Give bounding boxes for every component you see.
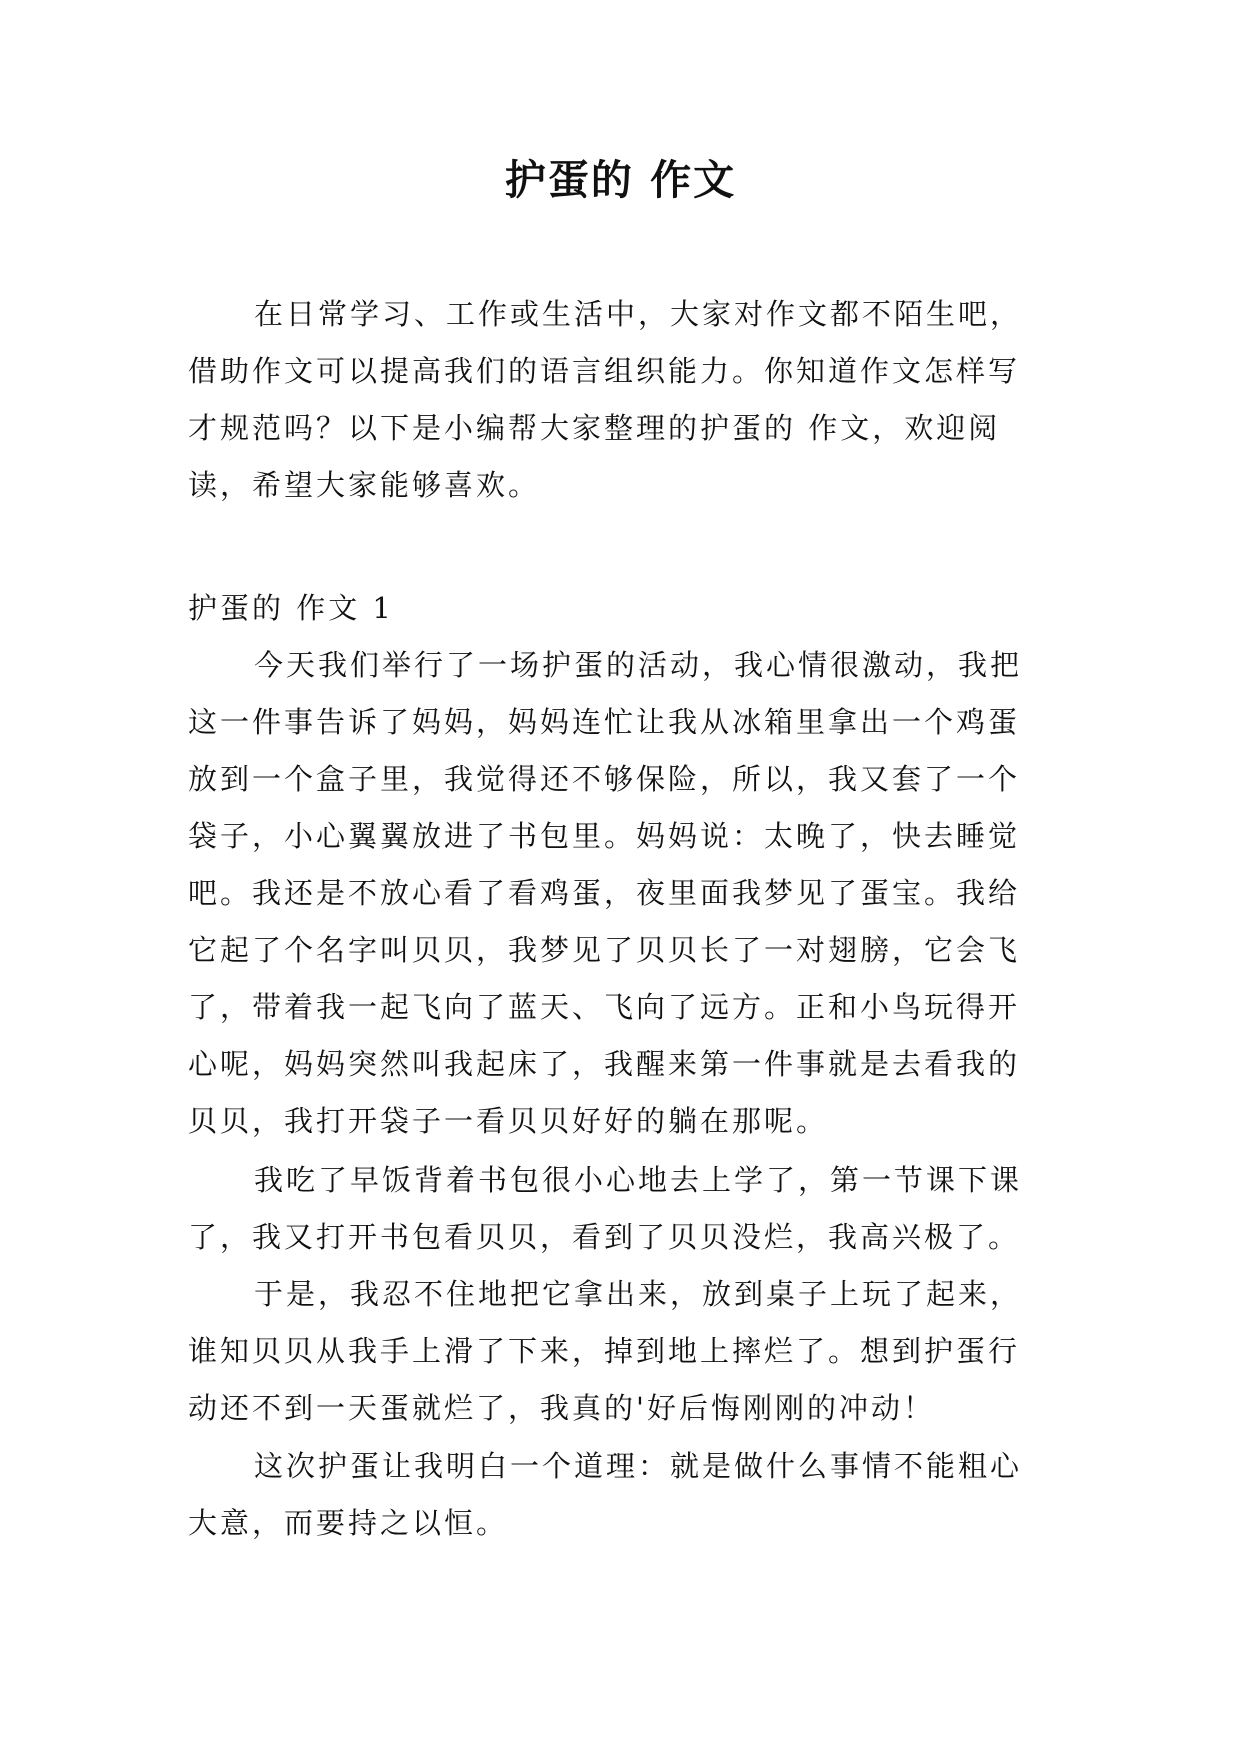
section-heading: 护蛋的 作文 1: [188, 591, 394, 625]
body-paragraph-4: 这次护蛋让我明白一个道理：就是做什么事情不能粗心 大意，而要持之以恒。: [188, 1449, 1023, 1540]
document-title: 护蛋的 作文: [504, 156, 737, 204]
intro-paragraph: 在日常学习、工作或生活中，大家对作文都不陌生吧， 借助作文可以提高我们的语言组织能力。你知道作文怎样写 才规范吗？以下是小编帮大家整理的护蛋的 作文，欢迎阅 读，希望大家能够喜欢。: [188, 297, 1023, 502]
body-paragraph-3: 于是，我忍不住地把它拿出来，放到桌子上玩了起来， 谁知贝贝从我手上滑了下来，掉到地上摔烂了。想到护蛋行 动还不到一天蛋就烂了，我真的'好后悔刚刚的冲动！: [188, 1277, 1023, 1425]
body-paragraph-2: 我吃了早饭背着书包很小心地去上学了，第一节课下课 了，我又打开书包看贝贝，看到了贝贝没烂，我高兴极了。: [188, 1163, 1023, 1254]
body-paragraph-1: 今天我们举行了一场护蛋的活动，我心情很激动，我把 这一件事告诉了妈妈，妈妈连忙让我从冰箱里拿出一个鸡蛋 放到一个盒子里，我觉得还不够保险，所以，我又套了一个 袋子，小心翼翼放进了书包里。妈妈说：太晚了，快去睡觉 吧。我还是不放心看了看鸡蛋，夜里面我梦见了蛋宝。我给 它起了个名字叫贝贝，我梦见了贝贝长了一对翅膀，它会飞 了，带着我一起飞向了蓝天、飞向了远方。正和小鸟玩得开 心呢，妈妈突然叫我起床了，我醒来第一件事就是去看我的 贝贝，我打开袋子一看贝贝好好的躺在那呢。: [188, 648, 1023, 1138]
